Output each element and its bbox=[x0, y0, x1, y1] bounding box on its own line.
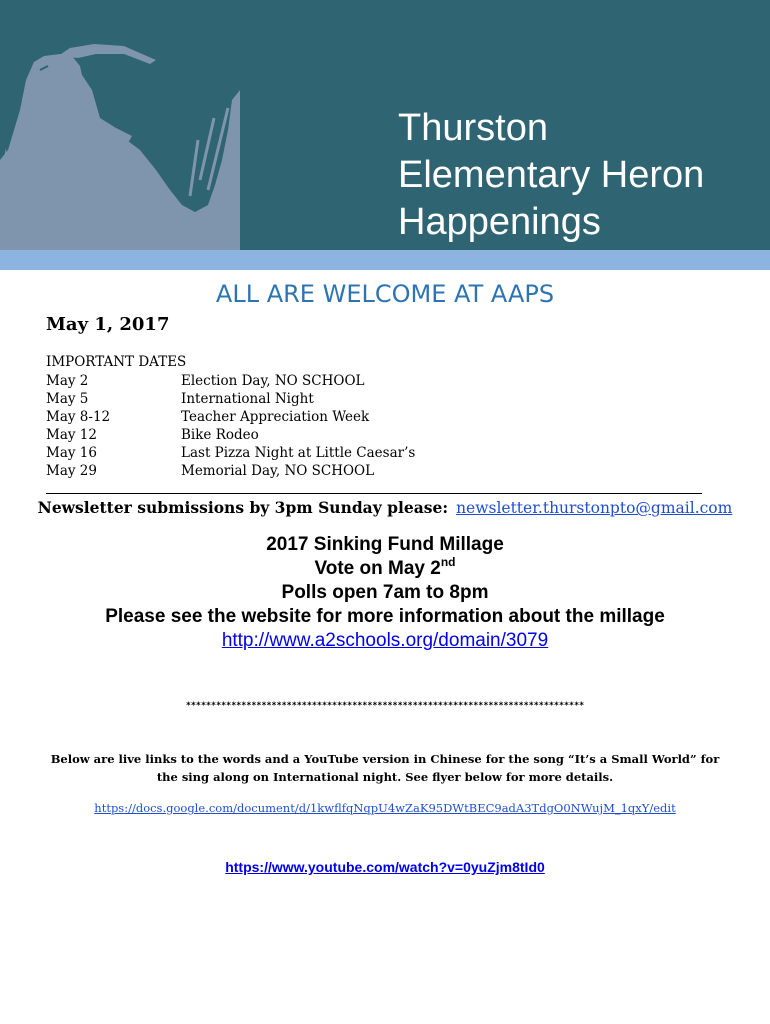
title-line-1: Thurston bbox=[398, 107, 548, 149]
event-cell: Bike Rodeo bbox=[181, 427, 259, 443]
table-row bbox=[46, 444, 415, 462]
event-cell: International Night bbox=[181, 391, 314, 407]
newsletter-title bbox=[398, 105, 758, 246]
google-docs-link[interactable]: https://docs.google.com/document/d/1kwflfqNqpU4wZaK95DWtBEC9adA3TdgO0NWujM_1qxY/edit bbox=[94, 801, 676, 815]
important-dates-table bbox=[46, 372, 415, 480]
table-row bbox=[46, 462, 415, 480]
banner-accent-strip bbox=[0, 250, 770, 270]
date-cell: May 2 bbox=[46, 373, 89, 389]
submissions-text: Newsletter submissions by 3pm Sunday please: bbox=[37, 498, 449, 517]
header-banner bbox=[0, 0, 770, 250]
date-cell: May 29 bbox=[46, 463, 97, 479]
millage-website-link[interactable]: http://www.a2schools.org/domain/3079 bbox=[221, 630, 549, 651]
event-cell: Last Pizza Night at Little Caesar’s bbox=[181, 445, 416, 461]
millage-vote-line bbox=[0, 557, 770, 581]
title-line-3: Happenings bbox=[398, 201, 601, 243]
event-cell: Memorial Day, NO SCHOOL bbox=[181, 463, 375, 479]
date-cell: May 5 bbox=[46, 391, 89, 407]
date-cell: May 12 bbox=[46, 427, 97, 443]
event-cell: Election Day, NO SCHOOL bbox=[181, 373, 365, 389]
heron-illustration bbox=[0, 0, 240, 250]
important-dates-heading: IMPORTANT DATES bbox=[46, 354, 187, 370]
section-divider bbox=[46, 493, 702, 494]
polls-hours: Polls open 7am to 8pm bbox=[281, 582, 489, 603]
title-line-2: Elementary Heron bbox=[398, 154, 705, 196]
youtube-link[interactable]: https://www.youtube.com/watch?v=0yuZjm8tId0 bbox=[225, 859, 545, 875]
table-row bbox=[46, 372, 415, 390]
table-row bbox=[46, 390, 415, 408]
millage-title: 2017 Sinking Fund Millage bbox=[266, 534, 504, 555]
submissions-email-link[interactable]: newsletter.thurstonpto@gmail.com bbox=[456, 499, 733, 517]
issue-date: May 1, 2017 bbox=[46, 314, 170, 335]
vote-date-text: Vote on May 2 bbox=[314, 558, 441, 579]
table-row bbox=[46, 408, 415, 426]
welcome-headline: ALL ARE WELCOME AT AAPS bbox=[215, 280, 555, 308]
millage-notice bbox=[0, 533, 770, 653]
date-cell: May 16 bbox=[46, 445, 97, 461]
submissions-line bbox=[0, 498, 770, 517]
vote-date-suffix: nd bbox=[440, 555, 456, 569]
millage-info-text: Please see the website for more information about the millage bbox=[105, 606, 665, 627]
table-row bbox=[46, 426, 415, 444]
star-divider: ******************************************************************************* bbox=[185, 700, 585, 710]
date-cell: May 8-12 bbox=[46, 409, 111, 425]
event-cell: Teacher Appreciation Week bbox=[181, 409, 370, 425]
live-links-text: Below are live links to the words and a YouTube version in Chinese for the song “It’s a Small World” for the sing along on International night. See flyer below for more details. bbox=[50, 752, 720, 784]
